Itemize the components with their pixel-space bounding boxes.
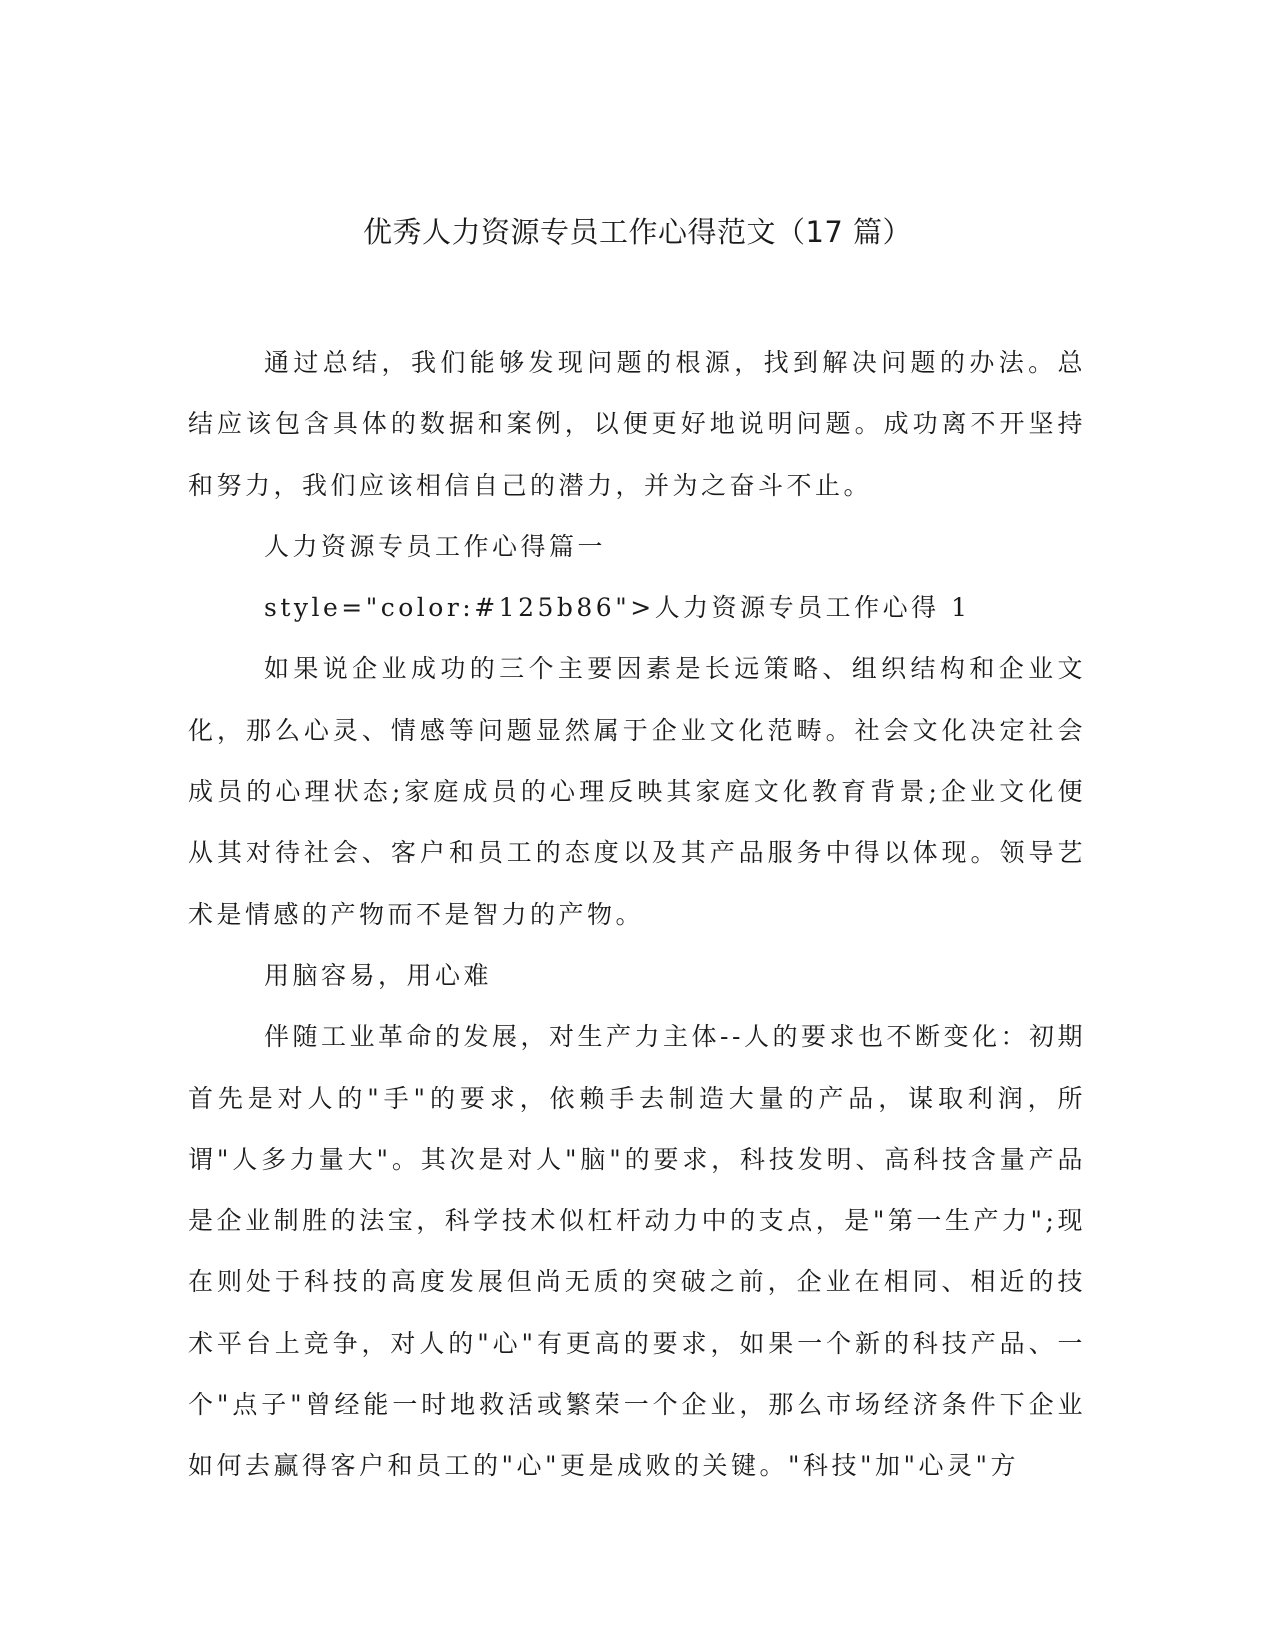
document-title: 优秀人力资源专员工作心得范文（17 篇） <box>362 215 913 249</box>
paragraph-intro: 通过总结，我们能够发现问题的根源，找到解决问题的办法。总结应该包含具体的数据和案例，以便更好地说明问题。成功离不开坚持和努力，我们应该相信自己的潜力，并为之奋斗不止。 <box>188 348 1086 500</box>
document-body <box>188 332 1086 1497</box>
section-heading: 人力资源专员工作心得篇一 <box>264 531 607 561</box>
subsection-heading: style="color:#125b86">人力资源专员工作心得 1 <box>264 593 971 623</box>
paragraph-heading-heart: 用脑容易，用心难 <box>264 960 493 990</box>
paragraph-culture: 如果说企业成功的三个主要因素是长远策略、组织结构和企业文化，那么心灵、情感等问题显然属于企业文化范畴。社会文化决定社会成员的心理状态;家庭成员的心理反映其家庭文化教育背景;企业文化便从其对待社会、客户和员工的态度以及其产品服务中得以体现。领导艺术是情感的产物而不是智力的产物。 <box>188 654 1086 929</box>
paragraph-industrial: 伴随工业革命的发展，对生产力主体--人的要求也不断变化：初期首先是对人的"手"的要求，依赖手去制造大量的产品，谋取利润，所谓"人多力量大"。其次是对人"脑"的要求，科技发明、高科技含量产品是企业制胜的法宝，科学技术似杠杆动力中的支点，是"第一生产力";现在则处于科技的高度发展但尚无质的突破之前，企业在相同、相近的技术平台上竞争，对人的"心"有更高的要求，如果一个新的科技产品、一个"点子"曾经能一时地救活或繁荣一个企业，那么市场经济条件下企业如何去赢得客户和员工的"心"更是成败的关键。"科技"加"心灵"方 <box>188 1022 1086 1481</box>
